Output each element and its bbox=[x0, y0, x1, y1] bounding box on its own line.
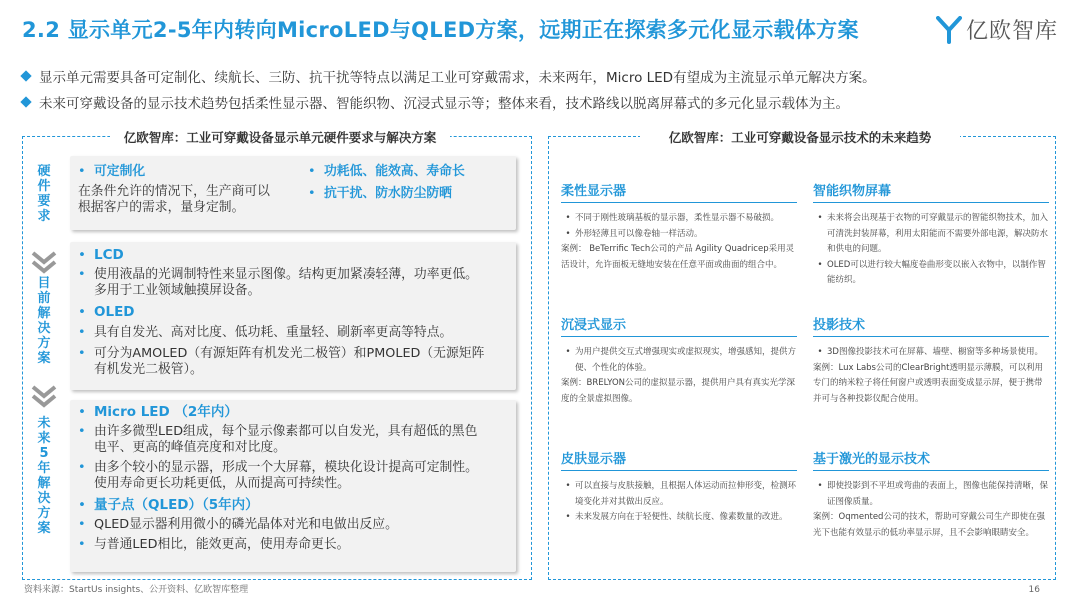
trend-card-body bbox=[561, 345, 797, 407]
trend-card-point-text: 为用户提供交互式增强现实或虚拟现实，增强感知，提供方便、个性化的体验。 bbox=[575, 347, 797, 373]
trend-card-title: 沉浸式显示 bbox=[561, 314, 797, 337]
source-note: 资料来源：StartUs insights、公开资料、亿欧智库整理 bbox=[24, 585, 249, 595]
logo-icon bbox=[936, 16, 962, 44]
trend-card-point: • 外形轻薄且可以像卷轴一样活动。 bbox=[561, 227, 797, 243]
lcd-text: 多用于工业领域触摸屏设备。 bbox=[94, 283, 261, 298]
trend-card-point: • 即使投影到不平坦或弯曲的表面上，图像也能保持清晰，保证图像质量。 bbox=[813, 479, 1049, 510]
trend-card-point: • 未来将会出现基于衣物的可穿戴显示的智能织物技术，加入可清洗封装屏幕，利用太阳能而不需要外部电源，解决防水和供电的问题。 bbox=[813, 211, 1049, 258]
trend-card-point: • 可以直接与皮肤接触，且根据人体运动而拉伸形变，检测环境变化并对其做出反应。 bbox=[561, 479, 797, 510]
right-panel-title: 亿欧智库：工业可穿戴设备显示技术的未来趋势 bbox=[640, 128, 960, 146]
trend-card bbox=[813, 180, 1049, 289]
trend-card-title: 皮肤显示器 bbox=[561, 448, 797, 471]
trend-card-title: 柔性显示器 bbox=[561, 180, 797, 203]
trend-card-point: • 为用户提供交互式增强现实或虚拟现实，增强感知，提供方便、个性化的体验。 bbox=[561, 345, 797, 376]
trend-card-point: • OLED可以进行较大幅度卷曲形变以嵌入衣物中，以制作智能纺织。 bbox=[813, 258, 1049, 289]
qled-title: 量子点（QLED）（5年内） bbox=[94, 497, 259, 513]
trend-card-point-text: 外形轻薄且可以像卷轴一样活动。 bbox=[575, 228, 703, 239]
intro-bullet bbox=[22, 92, 876, 112]
trend-card-body bbox=[813, 211, 1049, 289]
trend-card-title: 智能织物屏幕 bbox=[813, 180, 1049, 203]
section-label-future bbox=[33, 416, 55, 536]
microled-text: 使用寿命更长功耗更低，从而提高可持续性。 bbox=[94, 476, 350, 491]
trend-card-title: 投影技术 bbox=[813, 314, 1049, 337]
diamond-icon bbox=[20, 70, 31, 81]
lcd-title: LCD bbox=[94, 247, 124, 263]
trend-card-point-text: 未来将会出现基于衣物的可穿戴显示的智能织物技术，加入可清洗封装屏幕，利用太阳能而不需要外部电源，解决防水和供电的问题。 bbox=[827, 213, 1049, 254]
trend-card-point: • 未来发展方向在于轻便性、续航长度、像素数量的改进。 bbox=[561, 510, 797, 526]
trend-card bbox=[561, 314, 797, 407]
oled-title: OLED bbox=[94, 304, 135, 320]
req-item-title: 可定制化 bbox=[94, 164, 146, 179]
trend-card-body bbox=[813, 345, 1049, 407]
trend-card-point: • 3D图像投影技术可在屏幕、墙壁、橱窗等多种场景使用。 bbox=[813, 345, 1049, 361]
trend-card-case: 案例：Lux Labs公司的ClearBright透明显示薄膜，可以利用专门的纳米粒子将任何窗户或透明表面变成显示屏，便于携带并可与各种投影仪配合使用。 bbox=[813, 362, 1044, 404]
trend-card-point-text: 即使投影到不平坦或弯曲的表面上，图像也能保持清晰，保证图像质量。 bbox=[827, 481, 1049, 507]
trend-card-case: 案例：Oqmented公司的技术，帮助可穿戴公司生产即使在强光下也能有效显示的低功率显示屏，且不会影响眼睛安全。 bbox=[813, 512, 1045, 538]
qled-text: 与普通LED相比，能效更高，使用寿命更长。 bbox=[94, 537, 350, 552]
lcd-text: 使用液晶的光调制特性来显示图像。结构更加紧凑轻薄，功率更低。 bbox=[94, 267, 478, 282]
trend-card bbox=[561, 448, 797, 526]
diamond-icon bbox=[20, 96, 31, 107]
trend-card-point: • 不同于刚性玻璃基板的显示器，柔性显示器不易破损。 bbox=[561, 211, 797, 227]
intro-bullet bbox=[22, 66, 876, 86]
section-label-text: 未来5年解决方案 bbox=[37, 416, 51, 536]
intro-bullet-text: 未来可穿戴设备的显示技术趋势包括柔性显示器、智能织物、沉浸式显示等；整体来看，技术路线以脱离屏幕式的多元化显示载体为主。 bbox=[39, 96, 849, 112]
trend-card-point-text: 3D图像投影技术可在屏幕、墙壁、橱窗等多种场景使用。 bbox=[827, 347, 1043, 357]
trend-card-title: 基于激光的显示技术 bbox=[813, 448, 1049, 471]
current-solutions-box: • LCD • 使用液晶的光调制特性来显示图像。结构更加紧凑轻薄，功率更低。 多用于工业领域触摸屏设备。 • OLED • 具有自发光、高对比度、低功耗、重量轻、刷新率更高等特点。 • 可分为AMOLED（有源矩阵有机发光二极管）和PMOLED（无源矩阵 有机发光二极管）。 bbox=[70, 242, 516, 390]
intro-bullets bbox=[22, 66, 876, 118]
requirements-box: • 可定制化 在条件允许的情况下，生产商可以 根据客户的需求，量身定制。 • 功耗低、能效高、寿命长 • 抗干扰、防水防尘防晒 bbox=[70, 156, 516, 230]
future-solutions-box: • Micro LED （2年内） • 由许多微型LED组成，每个显示像素都可以自发光，具有超低的黑色 电平、更高的峰值亮度和对比度。 • 由多个较小的显示器，形成一个大屏幕，模块化设计提高可定制性。 使用寿命更长功耗更低，从而提高可持续性。 • 量子点（QLED）（5年内） • QLED显示器利用微小的磷光晶体对光和电做出反应。 • 与普通LED相比，能效更高，使用寿命更长。 bbox=[70, 400, 516, 572]
trend-card-body bbox=[561, 211, 797, 273]
page-title: 2.2 显示单元2-5年内转向MicroLED与QLED方案，远期正在探索多元化显示载体方案 bbox=[22, 18, 859, 42]
microled-title: Micro LED （2年内） bbox=[94, 404, 238, 420]
section-label-text: 目前解决方案 bbox=[37, 276, 51, 366]
microled-text: 由多个较小的显示器，形成一个大屏幕，模块化设计提高可定制性。 bbox=[94, 460, 478, 475]
oled-text: 可分为AMOLED（有源矩阵有机发光二极管）和PMOLED（无源矩阵 bbox=[94, 346, 485, 361]
logo-text: 亿欧智库 bbox=[965, 19, 1058, 44]
req-item-text: 根据客户的需求，量身定制。 bbox=[78, 200, 245, 215]
microled-text: 电平、更高的峰值亮度和对比度。 bbox=[94, 440, 286, 455]
section-label-current bbox=[33, 276, 55, 366]
trend-card-point-text: 未来发展方向在于轻便性、续航长度、像素数量的改进。 bbox=[575, 512, 788, 522]
trend-card bbox=[813, 448, 1049, 541]
oled-text: 有机发光二极管）。 bbox=[94, 362, 203, 377]
trend-card-body bbox=[561, 479, 797, 526]
microled-text: 由许多微型LED组成，每个显示像素都可以自发光，具有超低的黑色 bbox=[94, 424, 478, 439]
trend-card-point-text: 可以直接与皮肤接触，且根据人体运动而拉伸形变，检测环境变化并对其做出反应。 bbox=[575, 481, 797, 507]
page-number: 16 bbox=[1028, 585, 1040, 595]
chevron-down-icon bbox=[30, 384, 58, 408]
trend-card-case: 案例：BRELYON公司的虚拟显示器，提供用户具有真实光学深度的全景虚拟图像。 bbox=[561, 378, 795, 404]
oled-text: 具有自发光、高对比度、低功耗、重量轻、刷新率更高等特点。 bbox=[94, 325, 453, 340]
trend-card-point-text: OLED可以进行较大幅度卷曲形变以嵌入衣物中，以制作智能纺织。 bbox=[827, 259, 1046, 285]
req-item-title: 功耗低、能效高、寿命长 bbox=[324, 164, 465, 179]
chevron-down-icon bbox=[30, 250, 58, 274]
logo bbox=[936, 14, 1058, 45]
trend-card bbox=[813, 314, 1049, 407]
req-item-title: 抗干扰、防水防尘防晒 bbox=[324, 186, 452, 201]
trend-card-case: 案例： BeTerrific Tech公司的产品 Agility Quadricep采用灵活设计，允许面板无缝地安装在任意平面或曲面的组合中。 bbox=[561, 244, 795, 270]
intro-bullet-text: 显示单元需要具备可定制化、续航长、三防、抗干扰等特点以满足工业可穿戴需求，未来两年，Micro LED有望成为主流显示单元解决方案。 bbox=[39, 70, 876, 86]
section-label-text: 硬件要求 bbox=[37, 164, 51, 224]
trend-card bbox=[561, 180, 797, 273]
req-item-text: 在条件允许的情况下，生产商可以 bbox=[78, 184, 270, 199]
section-label-requirements bbox=[33, 164, 55, 224]
left-panel-title: 亿欧智库：工业可穿戴设备显示单元硬件要求与解决方案 bbox=[110, 128, 450, 146]
trend-card-body bbox=[813, 479, 1049, 541]
trend-card-point-text: 不同于刚性玻璃基板的显示器，柔性显示器不易破损。 bbox=[575, 213, 780, 223]
qled-text: QLED显示器利用微小的磷光晶体对光和电做出反应。 bbox=[94, 517, 398, 532]
